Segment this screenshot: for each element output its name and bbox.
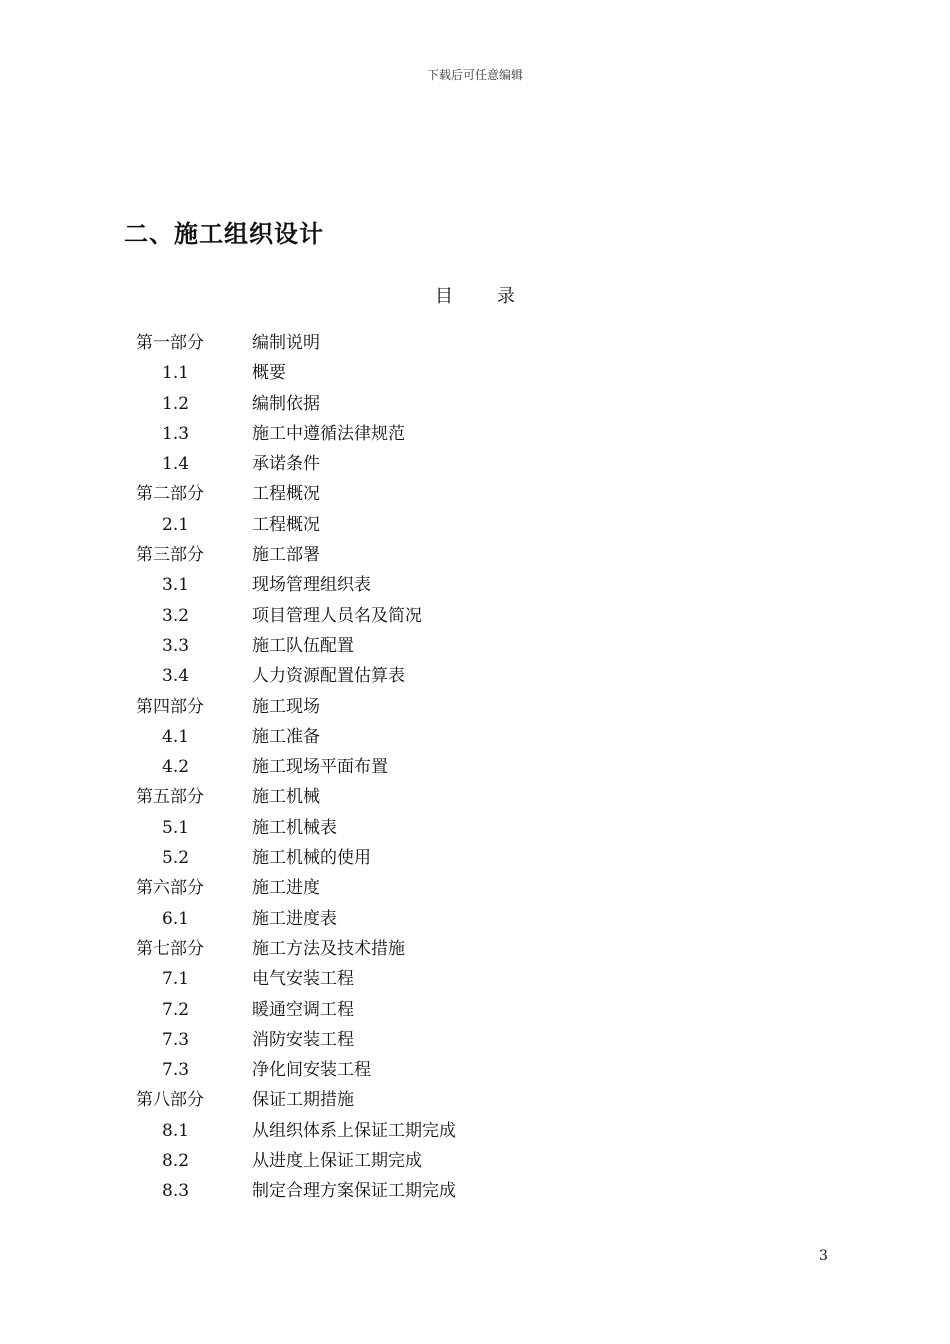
toc-entry-title: 施工方法及技术措施: [252, 938, 405, 959]
toc-entry-title: 净化间安装工程: [252, 1060, 371, 1081]
toc-entry: [0, 1025, 950, 1055]
toc-entry-title: 施工机械表: [252, 817, 337, 838]
toc-entry: [0, 1116, 950, 1146]
toc-part-number: 第五部分: [136, 787, 204, 808]
toc-section-number: 8.2: [162, 1151, 190, 1172]
toc-entry-title: 项目管理人员名及简况: [252, 605, 422, 626]
toc-entry: [0, 389, 950, 419]
toc-section-number: 1.3: [162, 423, 190, 444]
toc-heading-char-1: 目: [435, 286, 453, 307]
toc-section-number: 3.3: [162, 635, 190, 656]
toc-entry-title: 施工现场: [252, 696, 320, 717]
toc-part-number: 第二部分: [136, 484, 204, 505]
toc-section-number: 7.2: [162, 999, 190, 1020]
toc-entry-title: 电气安装工程: [252, 969, 354, 990]
toc-entry: [0, 601, 950, 631]
toc-entry: [0, 631, 950, 661]
toc-section-number: 3.4: [162, 666, 190, 687]
toc-entry-title: 施工现场平面布置: [252, 757, 388, 778]
toc-section-number: 7.3: [162, 1060, 190, 1081]
toc-entry-title: 从组织体系上保证工期完成: [252, 1120, 456, 1141]
toc-entry: [0, 479, 950, 509]
toc-entry: [0, 843, 950, 873]
toc-entry-title: 施工部署: [252, 545, 320, 566]
page-number: 3: [819, 1248, 828, 1264]
toc-section-number: 5.2: [162, 848, 190, 869]
toc-entry-title: 施工队伍配置: [252, 635, 354, 656]
toc-section-number: 5.1: [162, 817, 190, 838]
toc-heading-char-2: 录: [497, 286, 515, 307]
toc-part-number: 第七部分: [136, 938, 204, 959]
toc-entry: [0, 510, 950, 540]
toc-entry: [0, 1176, 950, 1206]
toc-part-number: 第四部分: [136, 696, 204, 717]
toc-entry: [0, 328, 950, 358]
toc-section-number: 2.1: [162, 514, 190, 535]
toc-entry: [0, 358, 950, 388]
toc-section-number: 8.3: [162, 1181, 190, 1202]
toc-entry: [0, 752, 950, 782]
toc-entry: [0, 419, 950, 449]
toc-entry: [0, 1085, 950, 1115]
toc-section-number: 1.1: [162, 363, 190, 384]
toc-section-number: 8.1: [162, 1120, 190, 1141]
toc-part-number: 第八部分: [136, 1090, 204, 1111]
toc-entry-title: 消防安装工程: [252, 1029, 354, 1050]
toc-entry-title: 工程概况: [252, 484, 320, 505]
toc-entry: [0, 1055, 950, 1085]
toc-section-number: 3.2: [162, 605, 190, 626]
toc-entry: [0, 1146, 950, 1176]
toc-entry: [0, 813, 950, 843]
toc-entry-title: 暖通空调工程: [252, 999, 354, 1020]
header-note: 下载后可任意编辑: [426, 68, 523, 82]
toc-entry-title: 承诺条件: [252, 454, 320, 475]
toc-entry: [0, 964, 950, 994]
toc-entry: [0, 540, 950, 570]
toc-entry: [0, 449, 950, 479]
toc-entry: [0, 570, 950, 600]
toc-entry: [0, 782, 950, 812]
toc-entry-title: 施工准备: [252, 726, 320, 747]
toc-entry: [0, 904, 950, 934]
toc-entry-title: 施工中遵循法律规范: [252, 423, 405, 444]
toc-section-number: 6.1: [162, 908, 190, 929]
toc-heading: [0, 282, 950, 308]
toc-entry: [0, 722, 950, 752]
toc-entry: [0, 692, 950, 722]
toc-entry: [0, 661, 950, 691]
toc-entry-title: 人力资源配置估算表: [252, 666, 405, 687]
toc-section-number: 4.2: [162, 757, 190, 778]
toc-entry-title: 编制依据: [252, 393, 320, 414]
toc-entry-title: 制定合理方案保证工期完成: [252, 1181, 456, 1202]
section-title: 二、施工组织设计: [124, 220, 324, 248]
toc-entry-title: 从进度上保证工期完成: [252, 1151, 422, 1172]
toc-section-number: 3.1: [162, 575, 190, 596]
toc-entry-title: 保证工期措施: [252, 1090, 354, 1111]
toc-section-number: 1.2: [162, 393, 190, 414]
table-of-contents: [0, 328, 950, 1207]
toc-section-number: 7.3: [162, 1029, 190, 1050]
toc-entry-title: 施工机械: [252, 787, 320, 808]
toc-entry-title: 概要: [252, 363, 286, 384]
toc-entry: [0, 934, 950, 964]
toc-section-number: 4.1: [162, 726, 190, 747]
toc-entry-title: 施工进度: [252, 878, 320, 899]
toc-entry-title: 现场管理组织表: [252, 575, 371, 596]
toc-entry: [0, 873, 950, 903]
toc-entry-title: 工程概况: [252, 514, 320, 535]
toc-section-number: 7.1: [162, 969, 190, 990]
toc-part-number: 第六部分: [136, 878, 204, 899]
toc-part-number: 第三部分: [136, 545, 204, 566]
toc-section-number: 1.4: [162, 454, 190, 475]
toc-entry-title: 施工机械的使用: [252, 848, 371, 869]
toc-entry-title: 施工进度表: [252, 908, 337, 929]
toc-entry-title: 编制说明: [252, 333, 320, 353]
toc-part-number: 第一部分: [136, 333, 204, 353]
toc-entry: [0, 995, 950, 1025]
